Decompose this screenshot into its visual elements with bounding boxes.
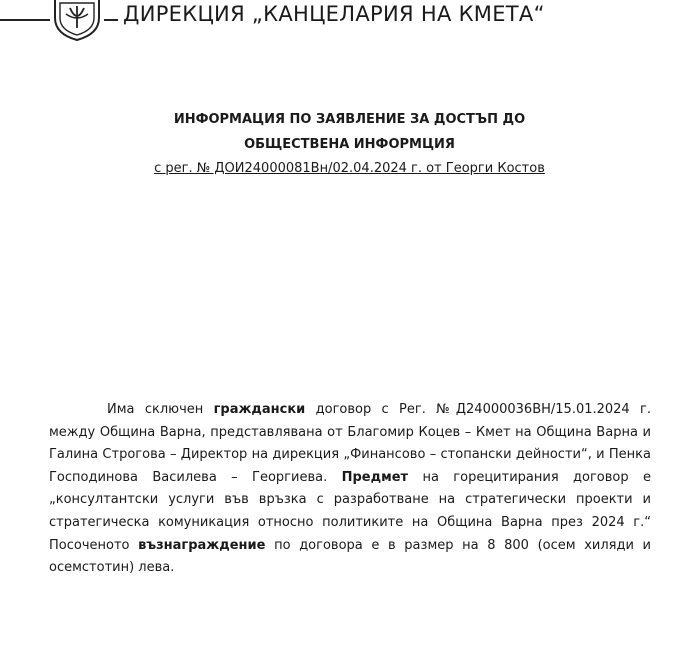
body-bold-3: възнаграждение (138, 537, 266, 553)
registration-line (0, 161, 699, 176)
body-text-4: по договора е в размер на 8 800 (осем хиляди и осемстотин) лева. (49, 537, 651, 576)
document-title-line1: ИНФОРМАЦИЯ ПО ЗАЯВЛЕНИЕ ЗА ДОСТЪП ДО (173, 112, 526, 127)
body-bold-2: Предмет (341, 469, 409, 485)
header-rule-mid (104, 19, 118, 21)
department-name: ДИРЕКЦИЯ „КАНЦЕЛАРИЯ НА КМЕТА“ (123, 2, 545, 26)
body-text-2: договор с Рег. №Д24000036ВН/15.01.2024 г. между Община Варна, представлявана от Благомир Коцев – Кмет на Община Варна и Галина Строгова – Директор на дирекция „Финансово – стопански дейности“, и Пенка Господинова Василева – Георгиева. (49, 402, 651, 485)
body-text-3: на горецитирания договор е „консултантски услуги във връзка с разработване на стратегически проекти и стратегическа комуникация относно политиките на Община Варна през 2024 г.“ Посоченото (49, 469, 651, 553)
document-title-line2: ОБЩЕСТВЕНА ИНФОРМЦИЯ (244, 137, 455, 152)
header-rule-left (0, 19, 50, 21)
body-text-1: Има сключен (107, 402, 214, 417)
body-bold-1: граждански (213, 402, 306, 417)
registration-text: с рег. № ДОИ24000081Вн/02.04.2024 г. от Георги Костов (154, 161, 545, 176)
body-paragraph (49, 399, 651, 580)
varna-coat-of-arms-icon (52, 0, 102, 42)
